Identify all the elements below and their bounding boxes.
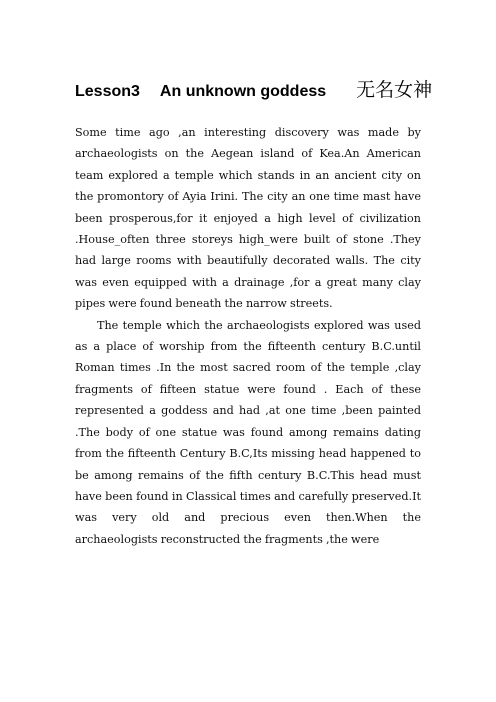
lesson-title [75, 78, 433, 105]
lesson-body [75, 122, 421, 550]
paragraph-1: Some time ago ,an interesting discovery was made by archaeologists on the Aegean island of Kea.An American team explored a temple which stands in an ancient city on the promontory of Ayia Irini. The city an one time mast have been prosperous,for it enjoyed a high level of civilization .House_often three storeys high_were built of stone .They had large rooms with beautifully decorated walls. The city was even equipped with a drainage ,for a great many clay pipes were found beneath the narrow streets. [75, 126, 421, 311]
paragraph-2: The temple which the archaeologists explored was used as a place of worship from the fifteenth century B.C.until Roman times .In the most sacred room of the temple ,clay fragments of fifteen statue were found . Each of these represented a goddess and had ,at one time ,been painted .The body of one statue was found among remains dating from the fifteenth Century B.C,Its missing head happened to be among remains of the fifth century B.C.This head must have been found in Classical times and carefully preserved.It was very old and precious even then.When the archaeologists reconstructed the fragments ,the were [75, 318, 421, 546]
lesson-english-title: An unknown goddess [159, 83, 327, 100]
lesson-chinese-title: 无名女神 [356, 80, 433, 101]
lesson-number: Lesson3 [75, 83, 140, 100]
